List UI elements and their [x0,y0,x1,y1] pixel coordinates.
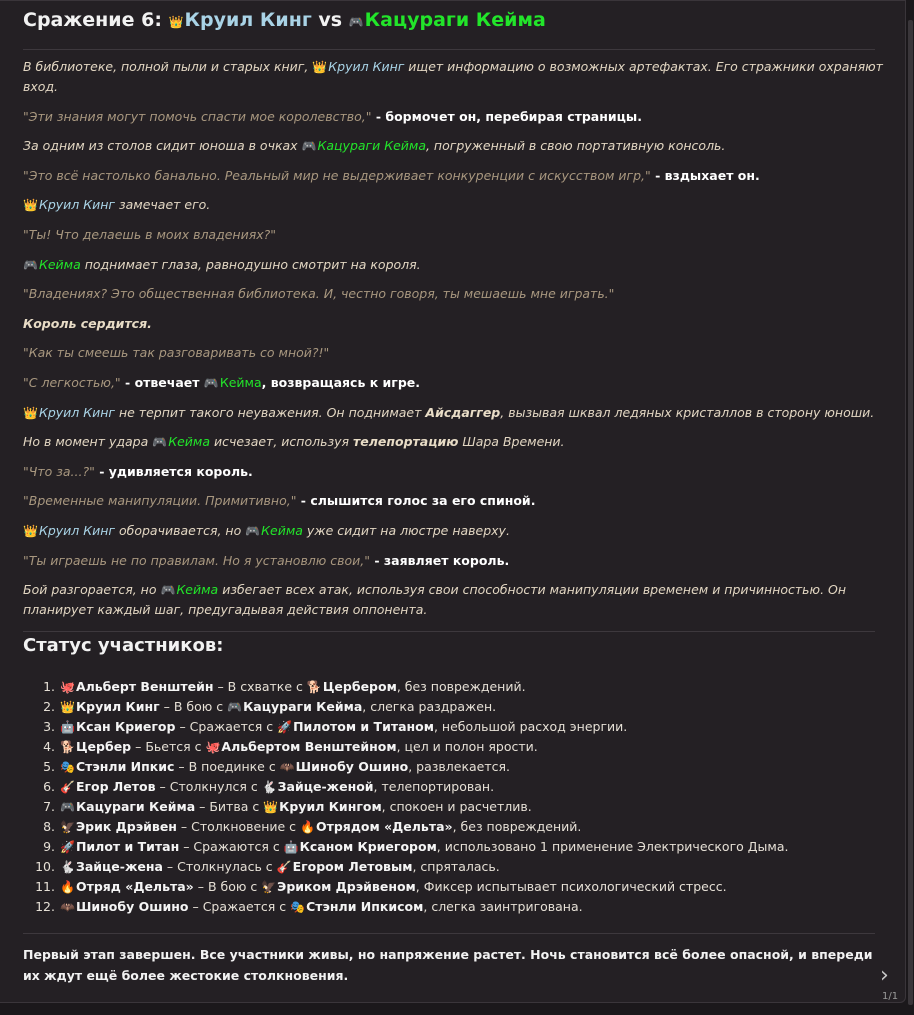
status-content [60,737,538,757]
opponent-icon: 🤖 [283,840,299,854]
status-content [60,757,510,777]
opponent-name: Зайце-женой [277,779,374,794]
story-text: , вызывая шквал ледяных кристаллов в сторону юноши. [500,404,875,420]
status-detail: , без повреждений. [452,819,582,834]
gamepad-icon: 🎮 [23,257,38,272]
opponent-icon: 🔥 [300,820,315,834]
status-item [23,797,883,817]
crown-icon: 👑 [312,60,328,74]
crown-icon: 👑 [23,405,38,420]
story-paragraph [23,521,883,541]
character-icon: 👑 [60,700,75,714]
story-text: Кейма [38,256,81,272]
status-item [23,897,883,917]
next-page-button[interactable]: › [880,963,889,988]
status-item [23,757,883,777]
status-content [60,697,496,717]
story-text: Кейма [176,582,219,598]
status-text: – Бьется с [131,739,206,754]
opponent-name: Цербером [322,679,397,694]
character-icon: 🎮 [60,800,75,814]
crown-icon: 👑 [168,15,184,29]
status-detail: , спряталась. [412,859,500,874]
opponent-name: Круил Кингом [279,799,382,814]
page-counter: 1/1 [882,991,899,1002]
gamepad-icon: 🎮 [152,435,168,450]
item-number: 8. [43,819,55,834]
character-icon: 🚀 [60,840,75,854]
status-text: – В поединке с [174,759,280,774]
battle-story [23,57,883,630]
status-detail: , небольшой расход энергии. [433,719,628,734]
status-detail: , слегка заинтригована. [423,899,583,914]
status-content [60,797,532,817]
status-item [23,837,883,857]
status-text: – В схватке с [213,679,307,694]
character-icon: 🐙 [60,680,75,694]
status-text: – Столкнулась с [162,859,277,874]
story-text: Шара Времени. [458,434,565,450]
story-text: "Владениях? Это общественная библиотека. И, честно говоря, ты мешаешь мне играть." [23,286,615,302]
story-text: - вздыхает он. [650,167,760,183]
divider [23,49,875,50]
story-text: "Временные манипуляции. Примитивно," [23,493,297,509]
opponent-name: Альбертом Венштейном [221,739,397,754]
story-paragraph [23,432,883,452]
story-text: телепортацию [352,434,459,450]
status-content [60,717,627,737]
character-name: Цербер [75,739,132,754]
character-icon: 🤖 [60,720,75,734]
opponent-name: Кацураги Кейма [243,699,363,714]
opponent-name: Эриком Дрэйвеном [277,879,416,894]
story-paragraph [23,136,883,156]
status-content [60,777,494,797]
status-list [23,677,883,917]
divider [23,631,875,632]
story-paragraph [23,343,883,363]
status-content [60,677,526,697]
character-icon: 🐇 [60,860,75,874]
status-text: – Сражается с [175,719,278,734]
story-text: ищет информацию о возможных артефактах. Его стражники охраняют вход. [23,59,883,94]
status-detail: , спокоен и расчетлив. [381,799,532,814]
opponent-icon: 🎸 [276,860,292,874]
status-text: – В бою с [159,699,228,714]
item-number: 12. [35,899,55,914]
character-name: Стэнли Ипкис [75,759,175,774]
status-heading: Статус участников: [23,635,224,656]
crown-icon: 👑 [23,198,38,213]
story-text: оборачивается, но [115,522,246,538]
story-text: Круил Кинг [328,59,405,74]
status-item [23,737,883,757]
story-text: Король сердится. [23,315,152,331]
divider [23,933,875,934]
status-content [60,857,500,877]
story-text: "Эти знания могут помочь спасти мое королевство," [23,108,372,124]
character-name: Шинобу Ошино [75,899,189,914]
story-text: Но в момент удара [23,434,153,450]
status-detail: , развлекается. [408,759,510,774]
story-text: Кейма [168,434,210,450]
story-paragraph [23,491,883,511]
item-number: 6. [43,779,55,794]
character-icon: 🐕 [60,740,75,754]
story-text: В библиотеке, полной пыли и старых книг, [23,59,313,74]
character-icon: 🎭 [60,760,75,774]
opponent-name: Отрядом «Дельта» [315,819,453,834]
story-paragraph [23,166,883,186]
item-number: 7. [43,799,55,814]
opponent-icon: 🐇 [261,780,277,794]
opponent-name: Ксаном Криегором [299,839,437,854]
status-item [23,857,883,877]
story-paragraph [23,195,883,215]
status-text: – Столкновение с [176,819,301,834]
story-text: "Что за...?" [23,463,95,479]
crown-icon: 👑 [23,523,38,538]
story-text: поднимает глаза, равнодушно смотрит на короля. [80,256,421,272]
item-number: 10. [35,859,55,874]
status-item [23,777,883,797]
status-detail: , слегка раздражен. [362,699,497,714]
story-paragraph [23,551,883,571]
story-text: избегает всех атак, используя свои способности манипуляции временем и причинностью. Он планирует каждый шаг, предугадывая действия оппонента. [23,582,847,618]
item-number: 3. [43,719,55,734]
status-text: – Столкнулся с [155,779,262,794]
item-number: 1. [43,679,55,694]
story-text: Айсдаггер [425,404,501,420]
status-item [23,877,883,897]
story-text: Кацураги Кейма [317,138,426,154]
status-detail: , телепортирован. [373,779,495,794]
story-text: Круил Кинг [38,197,115,213]
story-text: , погруженный в свою портативную консоль. [425,138,726,154]
status-detail: , использовано 1 применение Электрического Дыма. [436,839,789,854]
story-text: не терпит такого неуважения. Он поднимает [115,404,426,420]
character-icon: 🔥 [60,880,75,894]
item-number: 4. [43,739,55,754]
story-text: Круил Кинг [38,522,115,538]
story-text: исчезает, используя [210,434,353,450]
story-text: "Как ты смеешь так разговаривать со мной?!" [23,345,330,361]
opponent-icon: 🚀 [277,720,293,734]
opponent-icon: 🐕 [306,680,322,694]
character-name: Ксан Криегор [75,719,176,734]
story-text: "Ты! Что делаешь в моих владениях?" [23,226,277,242]
status-item [23,697,883,717]
opponent-icon: 🎭 [290,900,306,914]
story-paragraph [23,284,883,304]
status-text: – Сражаются с [179,839,284,854]
story-text: уже сидит на люстре наверху. [302,522,510,538]
character-name: Пилот и Титан [75,839,180,854]
story-paragraph [23,403,883,423]
opponent-icon: 👑 [263,800,279,814]
status-item [23,817,883,837]
story-text: - слышится голос за его спиной. [296,493,536,509]
character-name: Круил Кинг [75,699,160,714]
opponent-name: Шинобу Ошино [295,759,409,774]
scrollbar[interactable] [908,20,913,1005]
gamepad-icon: 🎮 [160,583,176,598]
story-text: "Это всё настолько банально. Реальный мир не выдерживает конкуренции с искусством игр," [23,167,651,183]
story-text: замечает его. [115,197,211,213]
item-number: 11. [35,879,55,894]
status-text: – Сражается с [188,899,291,914]
story-paragraph [23,107,883,127]
vs-label: vs [311,9,349,31]
fighter-2-name: Кацураги Кейма [364,9,546,31]
character-name: Егор Летов [75,779,156,794]
opponent-icon: 🐙 [205,740,221,754]
status-content [60,817,581,837]
gamepad-icon: 🎮 [245,523,261,538]
gamepad-icon: 🎮 [348,15,364,29]
status-item [23,717,883,737]
story-text: Кейма [219,374,262,390]
status-detail: , Фиксер испытывает психологический стресс. [415,879,727,894]
gamepad-icon: 🎮 [301,139,317,154]
final-summary: Первый этап завершен. Все участники живы, но напряжение растет. Ночь становится всё более опасной, и впереди их ждут ещё более жестокие столкновения. [23,947,873,983]
story-paragraph [23,314,883,334]
battle-title [23,9,546,31]
status-detail: , без повреждений. [396,679,526,694]
story-text: - заявляет король. [370,552,510,568]
opponent-icon: 🦅 [261,880,277,894]
story-text: - удивляется король. [94,463,253,479]
character-name: Альберт Венштейн [75,679,214,694]
story-paragraph [23,462,883,482]
status-text: – Битва с [195,799,264,814]
story-paragraph [23,57,883,97]
status-item [23,677,883,697]
opponent-name: Пилотом и Титаном [293,719,434,734]
opponent-icon: 🦇 [279,760,295,774]
story-paragraph [23,225,883,245]
status-text: – В бою с [193,879,262,894]
character-icon: 🦇 [60,900,75,914]
character-name: Кацураги Кейма [75,799,196,814]
status-content [60,837,788,857]
item-number: 5. [43,759,55,774]
story-text: "Ты играешь не по правилам. Но я установлю свои," [23,552,371,568]
opponent-icon: 🎮 [227,700,243,714]
character-name: Эрик Дрэйвен [75,819,177,834]
story-text: Кейма [261,522,303,538]
character-icon: 🎸 [60,780,75,794]
story-paragraph [23,580,883,620]
character-name: Зайце-жена [75,859,163,874]
opponent-name: Егором Летовым [292,859,413,874]
status-content [60,877,727,897]
fighter-1-name: Круил Кинг [184,9,312,31]
title-prefix: Сражение 6: [23,9,169,31]
story-paragraph [23,373,883,393]
story-paragraph [23,255,883,275]
story-text: "С легкостью," [23,374,121,390]
gamepad-icon: 🎮 [203,375,219,390]
character-name: Отряд «Дельта» [75,879,194,894]
story-text: , возвращаясь к игре. [261,374,421,390]
character-icon: 🦅 [60,820,75,834]
story-text: За одним из столов сидит юноша в очках [23,138,302,154]
story-text: Круил Кинг [38,404,115,420]
item-number: 9. [43,839,55,854]
story-text: Бой разгорается, но [23,582,161,598]
item-number: 2. [43,699,55,714]
story-text: - бормочет он, перебирая страницы. [371,108,642,124]
opponent-name: Стэнли Ипкисом [306,899,424,914]
status-content [60,897,583,917]
status-detail: , цел и полон ярости. [396,739,538,754]
story-text: - отвечает [120,374,204,390]
